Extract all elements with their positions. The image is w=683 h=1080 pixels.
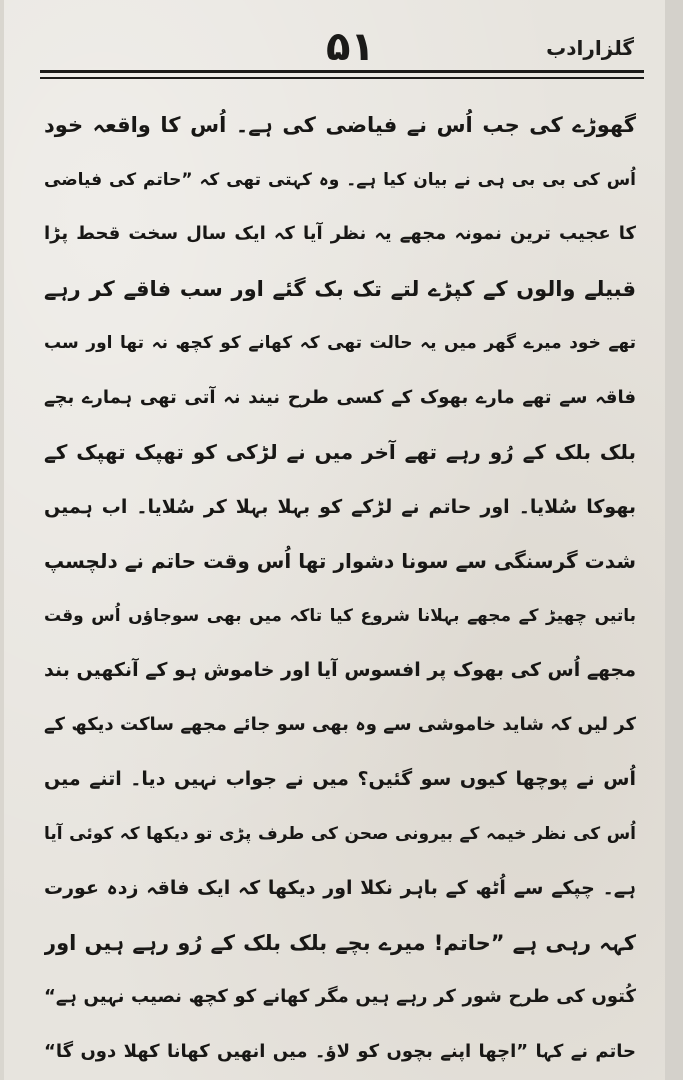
header-rule-thick [40, 70, 644, 73]
text-line: اُس کی نظر خیمہ کے بیرونی صحن کی طرف پڑی تو دیکھا کہ کوئی آیا [44, 823, 636, 844]
text-line: گھوڑے کی جب اُس نے فیاضی کی ہے۔ اُس کا واقعہ خود [44, 113, 636, 137]
body-text [44, 98, 636, 1079]
page-number: ۵۱ [326, 24, 375, 70]
text-line: کہہ رہی ہے ”حاتم! میرے بچے بلک بلک کے رُو رہے ہیں اور [44, 930, 636, 955]
text-line: کُتوں کی طرح شور کر رہے ہیں مگر کھانے کو کچھ نصیب نہیں ہے“ [44, 986, 636, 1007]
text-line: کا عجیب ترین نمونہ مجھے یہ نظر آیا کہ ایک سال سخت قحط پڑا [44, 223, 636, 244]
text-line: اُس نے پوچھا کیوں سو گئیں؟ میں نے جواب نہیں دیا۔ اتنے میں [44, 768, 636, 790]
text-line: ہے۔ چپکے سے اُٹھ کے باہر نکلا اور دیکھا کہ ایک فاقہ زدہ عورت [44, 877, 636, 899]
text-line: حاتم نے کہا ”اچھا اپنے بچوں کو لاؤ۔ میں انھیں کھانا کھلا دوں گا“ [44, 1040, 636, 1062]
header-rule-thin [40, 77, 644, 79]
text-line: شدت گرسنگی سے سونا دشوار تھا اُس وقت حاتم نے دلچسپ [44, 549, 636, 573]
text-line: قبیلے والوں کے کپڑے لتے تک بک گئے اور سب فاقے کر رہے [44, 276, 636, 301]
text-line: باتیں چھیڑ کے مجھے بہلانا شروع کیا تاکہ میں بھی سوجاؤں اُس وقت [44, 605, 636, 626]
text-line: تھے خود میرے گھر میں یہ حالت تھی کہ کھانے کو کچھ نہ تھا اور سب [44, 333, 636, 353]
text-line: بھوکا سُلایا۔ اور حاتم نے لڑکے کو بہلا بہلا کر سُلایا۔ اب ہمیں [44, 495, 636, 518]
page-header [44, 24, 634, 70]
text-line: فاقہ سے تھے مارے بھوک کے کسی طرح نیند نہ آتی تھی ہمارے بچے [44, 386, 636, 408]
text-line: بلک بلک کے رُو رہے تھے آخر میں نے لڑکی کو تھپک تھپک کے [44, 440, 636, 464]
text-line: مجھے اُس کی بھوک پر افسوس آیا اور خاموش ہو کے آنکھیں بند [44, 659, 636, 681]
text-line: کر لیں کہ شاید خاموشی سے وہ بھی سو جائے مجھے ساکت دیکھ کے [44, 713, 636, 735]
text-line: اُس کی بی بی ہی نے بیان کیا ہے۔ وہ کہتی تھی کہ ”حاتم کی فیاضی [44, 169, 636, 190]
running-title: گلزارادب [546, 36, 634, 60]
